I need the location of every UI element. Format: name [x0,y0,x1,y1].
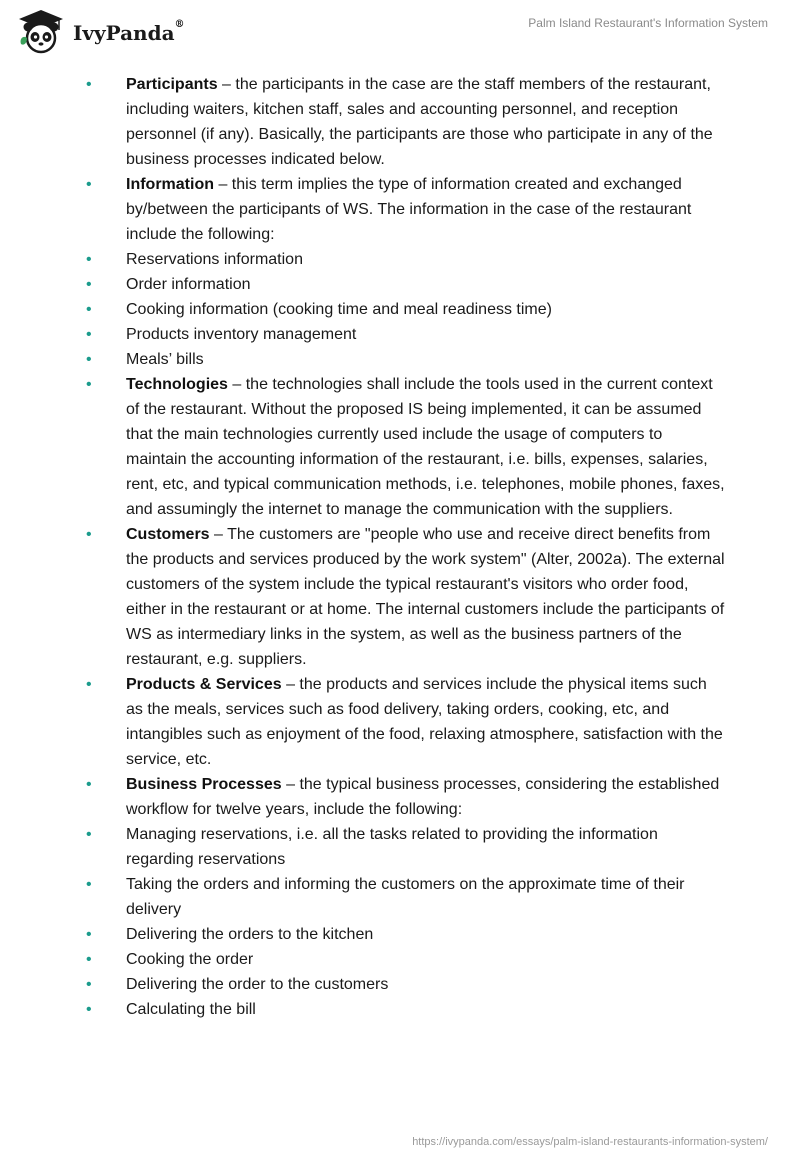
list-item [86,372,726,522]
list-item [86,872,726,922]
list-item [86,272,726,297]
item-text: – the technologies shall include the tools used in the current context of the restaurant. Without the proposed IS being implemented, it can be assumed that the main technologies currently used include the usage of computers to maintain the accounting information of the restaurant, i.e. bills, expenses, salaries, rent, etc, and typical communication methods, i.e. telephones, mobile phones, faxes, and assumingly the internet to manage the communication with the suppliers. [126,376,725,518]
panda-icon [15,8,67,54]
registered-mark: ® [174,19,185,30]
bullet-icon: • [86,376,92,393]
list-item [86,72,726,172]
bullet-icon: • [86,876,92,893]
item-text: Order information [126,276,251,293]
item-text: Managing reservations, i.e. all the tasks related to providing the information regarding reservations [126,826,658,868]
list-item [86,947,726,972]
source-url[interactable]: https://ivypanda.com/essays/palm-island-restaurants-information-system/ [412,1136,768,1148]
item-text: – The customers are "people who use and receive direct benefits from the products and services produced by the work system" (Alter, 2002a). The external customers of the system include the typical restaurant's visitors who order food, either in the restaurant or at home. The internal customers include the participants of WS as intermediary links in the system, as well as the business partners of the restaurant, e.g. suppliers. [126,526,725,668]
item-term: Products & Services [126,676,282,693]
item-text: Taking the orders and informing the customers on the approximate time of their delivery [126,876,685,918]
bullet-icon: • [86,276,92,293]
logo-text: IvyPanda [73,21,175,45]
item-text: Delivering the order to the customers [126,976,389,993]
list-item [86,522,726,672]
bullet-icon: • [86,776,92,793]
list-item [86,822,726,872]
item-term: Technologies [126,376,228,393]
item-text: – this term implies the type of information created and exchanged by/between the participants of WS. The information in the case of the restaurant include the following: [126,176,692,243]
list-item [86,347,726,372]
bullet-icon: • [86,251,92,268]
page-header [0,0,800,60]
item-text: Meals’ bills [126,351,204,368]
list-item [86,922,726,947]
list-item [86,972,726,997]
logo-wordmark [73,21,185,45]
item-text: Cooking the order [126,951,254,968]
item-term: Information [126,176,214,193]
bullet-icon: • [86,826,92,843]
item-text: – the typical business processes, considering the established workflow for twelve years, include the following: [126,776,720,818]
list-item [86,772,726,822]
item-term: Business Processes [126,776,282,793]
bullet-icon: • [86,76,92,93]
bullet-icon: • [86,1001,92,1018]
bullet-icon: • [86,926,92,943]
item-text: Products inventory management [126,326,357,343]
item-text: – the participants in the case are the staff members of the restaurant, including waiters, kitchen staff, sales and accounting personnel, and reception personnel (if any). Basically, the participants are those who participate in any of the business processes indicated below. [126,76,713,168]
list-item [86,322,726,347]
list-item [86,997,726,1022]
document-title: Palm Island Restaurant's Information System [528,16,768,30]
bullet-icon: • [86,976,92,993]
item-text: Delivering the orders to the kitchen [126,926,374,943]
bullet-icon: • [86,676,92,693]
item-term: Participants [126,76,218,93]
list-item [86,672,726,772]
list-item [86,297,726,322]
item-text: Cooking information (cooking time and meal readiness time) [126,301,552,318]
ivypanda-logo[interactable] [15,8,185,54]
bullet-icon: • [86,326,92,343]
bullet-list [86,72,726,1022]
item-text: Reservations information [126,251,303,268]
list-item [86,247,726,272]
bullet-icon: • [86,951,92,968]
item-text: Calculating the bill [126,1001,256,1018]
bullet-icon: • [86,351,92,368]
item-text: – the products and services include the physical items such as the meals, services such as food delivery, taking orders, cooking, etc, and intangibles such as enjoyment of the food, relaxing atmosphere, satisfaction with the service, etc. [126,676,723,768]
bullet-icon: • [86,526,92,543]
list-item [86,172,726,247]
bullet-icon: • [86,176,92,193]
bullet-icon: • [86,301,92,318]
item-term: Customers [126,526,210,543]
document-body [86,72,726,1022]
